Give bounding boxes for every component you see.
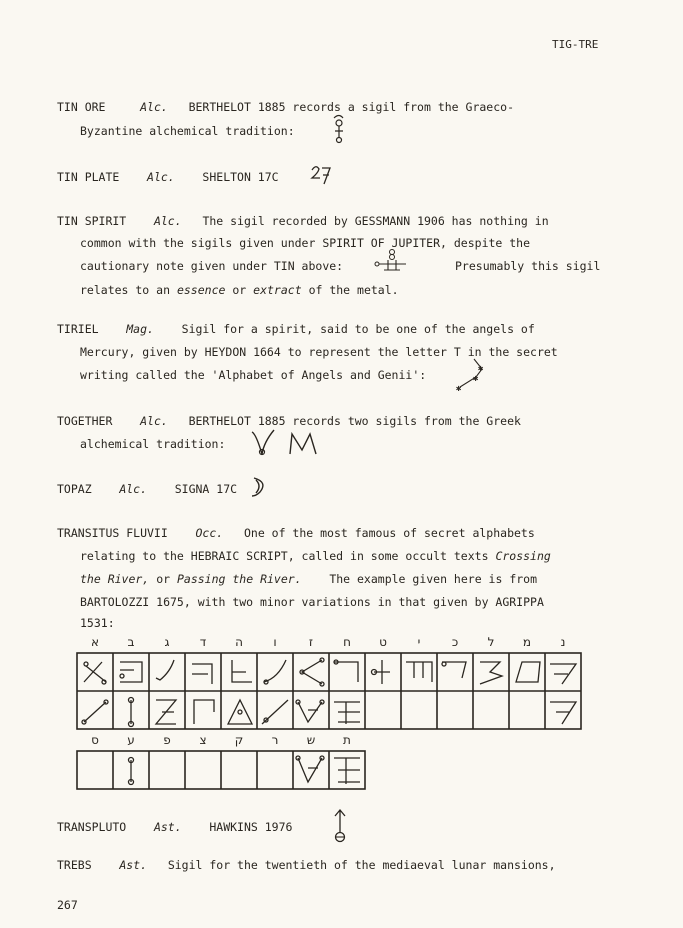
- hebrew-letter: ס: [91, 733, 99, 747]
- svg-text:✱: ✱: [473, 374, 479, 384]
- svg-text:✱: ✱: [456, 384, 462, 394]
- hebrew-letter: כ: [451, 635, 459, 649]
- entry-tin-spirit-line2: common with the sigils given under SPIRIT OF JUPITER, despite the: [80, 236, 531, 250]
- tin-ore-sigil: [331, 114, 347, 144]
- hebrew-letter: ה: [235, 635, 243, 649]
- hebrew-letter: צ: [199, 733, 207, 747]
- hebrew-letter: ק: [234, 733, 244, 747]
- term: TIN ORE: [57, 100, 106, 114]
- entry-transitus-line4: BARTOLOZZI 1675, with two minor variations in that given by AGRIPPA: [80, 595, 544, 609]
- entry-tiriel-line1: TIRIEL Mag. Sigil for a spirit, said to be one of the angels of: [57, 322, 535, 336]
- hebrew-letter: ב: [127, 635, 135, 649]
- text: BERTHELOT 1885 records a sigil from the Graeco-: [188, 100, 514, 114]
- tag: Alc.: [140, 100, 168, 114]
- hebrew-row-2: [77, 733, 365, 749]
- hebrew-letter: ת: [343, 733, 351, 747]
- hebrew-letter: ל: [487, 635, 495, 649]
- entry-transpluto: TRANSPLUTO Ast. HAWKINS 1976: [57, 820, 293, 834]
- entry-transitus-line2: relating to the HEBRAIC SCRIPT, called in some occult texts Crossing: [80, 549, 551, 563]
- entry-transitus-line1: TRANSITUS FLUVII Occ. One of the most famous of secret alphabets: [57, 526, 535, 540]
- hebrew-letter: ש: [306, 733, 316, 747]
- entry-tin-spirit-line4: relates to an essence or extract of the metal.: [80, 283, 399, 297]
- hebrew-letter: ט: [379, 635, 387, 649]
- entry-trebs: TREBS Ast. Sigil for the twentieth of the mediaeval lunar mansions,: [57, 858, 556, 872]
- transpluto-sigil: [332, 808, 348, 844]
- tin-plate-sigil: [310, 164, 332, 186]
- entry-tiriel-line3: writing called the 'Alphabet of Angels and Genii':: [80, 368, 427, 382]
- hebrew-letter: י: [417, 635, 421, 649]
- topaz-sigil: [250, 476, 268, 498]
- entry-tin-ore-line2: Byzantine alchemical tradition:: [80, 124, 295, 138]
- running-head: TIG-TRE: [552, 38, 599, 51]
- page-number: 267: [57, 898, 78, 912]
- hebrew-letter: מ: [522, 635, 532, 649]
- together-sigils: [250, 428, 320, 458]
- hebrew-letter: א: [90, 635, 100, 649]
- tiriel-sigil: [454, 355, 488, 394]
- entry-tin-spirit-line3b: Presumably this sigil: [455, 259, 601, 273]
- entry-tin-ore-line1: [57, 100, 514, 114]
- hebrew-letter: נ: [560, 635, 566, 649]
- entry-transitus-line5: 1531:: [80, 616, 115, 630]
- hebrew-letter: ז: [308, 635, 314, 649]
- alphabet-grid-second: [76, 750, 372, 792]
- tin-spirit-sigil: [374, 248, 408, 274]
- entry-tin-spirit-line3a: cautionary note given under TIN above:: [80, 259, 344, 273]
- entry-tiriel-line2: Mercury, given by HEYDON 1664 to represent the letter T in the secret: [80, 345, 558, 359]
- entry-topaz: TOPAZ Alc. SIGNA 17C: [57, 482, 238, 496]
- entry-together-line1: TOGETHER Alc. BERTHELOT 1885 records two sigils from the Greek: [57, 414, 521, 428]
- alphabet-grid-main: [76, 652, 584, 732]
- entry-together-line2: alchemical tradition:: [80, 437, 226, 451]
- entry-tin-plate: TIN PLATE Alc. SHELTON 17C: [57, 170, 279, 184]
- hebrew-letter: ג: [164, 635, 170, 649]
- entry-transitus-line3: the River, or Passing the River. The example given here is from: [80, 572, 538, 586]
- hebrew-letter: ו: [273, 635, 277, 649]
- hebrew-letter: ר: [271, 733, 279, 747]
- entry-tin-spirit-line1: TIN SPIRIT Alc. The sigil recorded by GESSMANN 1906 has nothing in: [57, 214, 549, 228]
- hebrew-letter: פ: [163, 733, 171, 747]
- svg-text:✱: ✱: [478, 364, 484, 374]
- hebrew-row-1: [77, 635, 581, 651]
- hebrew-letter: ח: [343, 635, 351, 649]
- hebrew-letter: ד: [199, 635, 207, 649]
- hebrew-letter: ע: [127, 733, 135, 747]
